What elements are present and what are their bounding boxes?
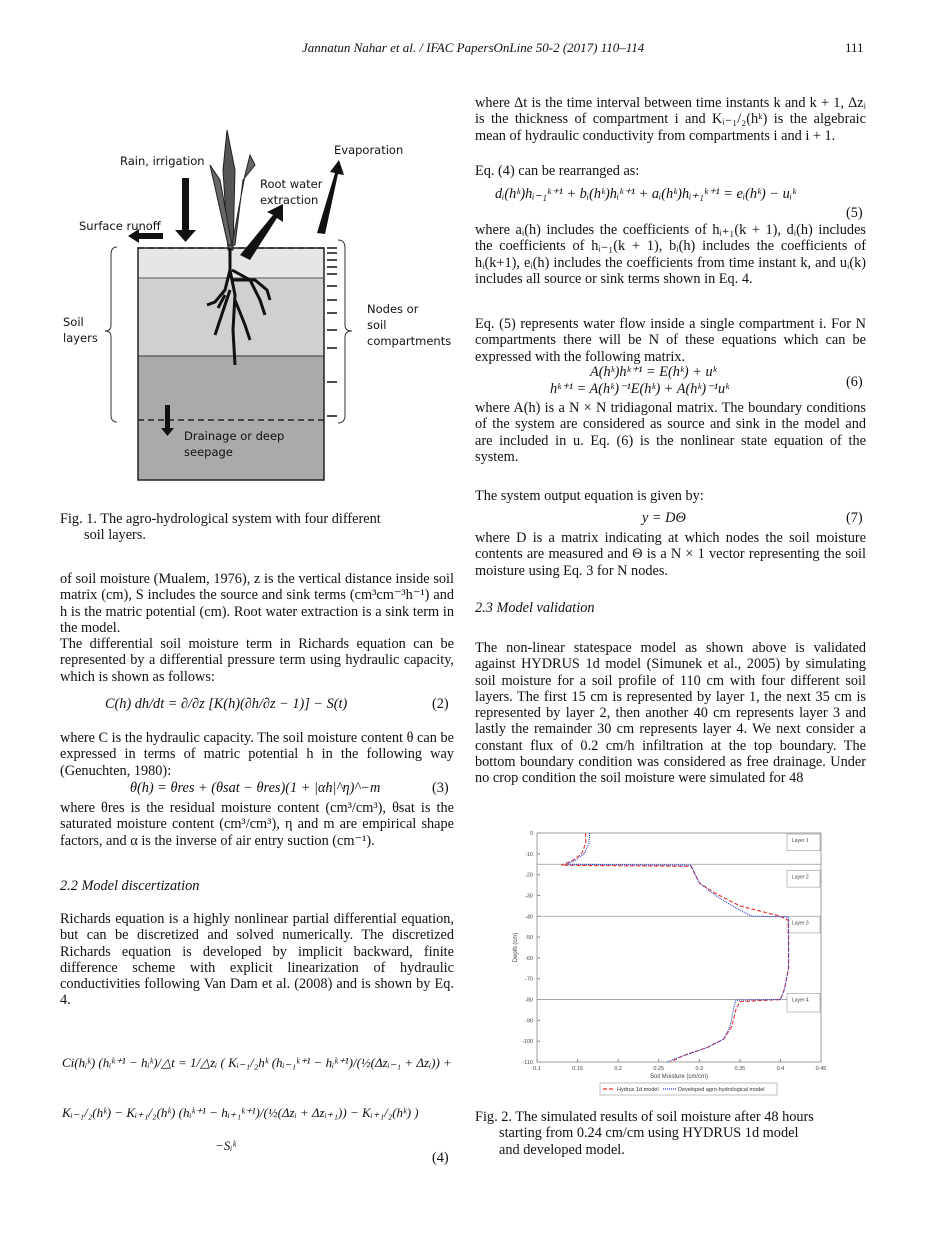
paragraph: where θres is the residual moisture content (cm³/cm³), θsat is the saturated moisture content (cm³/cm³), η and m are empirical shape factors, and α is the inverse of air entry suction (cm⁻¹). [60,800,454,849]
legend-label: Hydrus 1d model [617,1087,659,1093]
soil-layers-brace [105,247,117,422]
nodes-label-2: soil [367,318,387,332]
figure-1-diagram [55,130,455,500]
caption-line: Fig. 1. The agro-hydrological system with four different [60,511,381,527]
section-heading: 2.3 Model validation [475,600,595,616]
rain-label: Rain, irrigation [120,154,205,168]
paragraph: where aᵢ(h) includes the coefficients of hᵢ₊₁(k + 1), dᵢ(h) includes the coefficients of hᵢ₋₁(k + 1), bᵢ(h) includes the coefficients of hᵢ(k+1), eᵢ(h) includes the coefficients from time instant k, and uᵢ(k) includes all source or sink terms shown in Eq. 4. [475,222,866,287]
plant-icon [210,130,255,250]
evaporation-arrow-icon [317,160,344,234]
y-tick-label: -90 [525,1018,533,1025]
soil-layers-label-2: layers [63,331,98,345]
y-tick-label: -110 [522,1060,533,1066]
y-tick-label: -40 [525,914,533,921]
surface-runoff-label: Surface runoff [79,219,161,233]
root-water-label: Root water [260,177,323,191]
equation-4-line-3: −Sᵢᵏ [215,1138,236,1153]
soil-layers-label: Soil [63,315,84,329]
paragraph: of soil moisture (Mualem, 1976), z is the vertical distance inside soil matrix (cm), S includes the source and sink terms (cm³cm⁻³h⁻¹) and h is the matric potential (cm). Root water extraction is a sink term in the model. [60,571,454,636]
caption-line: soil layers. [84,527,146,544]
equation-number: (2) [432,696,449,712]
equation-2: C(h) dh/dt = ∂/∂z [K(h)(∂h/∂z − 1)] − S(t) [105,696,348,712]
equation-number: (7) [846,510,863,526]
equation-number: (5) [846,205,863,221]
equation-number: (3) [432,780,449,796]
paragraph: The non-linear statespace model as shown above is validated against HYDRUS 1d model (Simunek et al., 2005) by simulating soil moisture for a soil profile of 110 cm with four different soil layers. The first 15 cm is represented by layer 1, the next 35 cm is represented by layer 2, then another 40 cm represents layer 3 and lastly the remainder 30 cm represents layer 4. We next consider a constant flux of 0.2 cm/h infiltration at the top boundary. The bottom boundary condition was considered as free drainage. Under no crop condition the soil moisture were simulated for 48 [475,640,866,787]
y-tick-label: -20 [525,872,533,879]
equation-6-line-2: hᵏ⁺¹ = A(hᵏ)⁻¹E(hᵏ) + A(hᵏ)⁻¹uᵏ [550,381,730,397]
caption-line: and developed model. [499,1141,625,1158]
paragraph: Eq. (4) can be rearranged as: [475,163,640,179]
y-tick-label: -70 [525,976,533,983]
paragraph: where A(h) is a N × N tridiagonal matrix. The boundary conditions of the system are considered as source and sink in the model and are included in u. Eq. (6) is the nonlinear state equation of the system. [475,400,866,465]
x-tick-label: 0.2 [614,1066,622,1072]
paragraph: where C is the hydraulic capacity. The soil moisture content θ can be expressed in terms of matric potential h in the following way (Genuchten, 1980): [60,730,454,779]
layer-label: Layer 1 [792,838,809,845]
caption-line: starting from 0.24 cm/cm using HYDRUS 1d model [499,1125,799,1142]
paragraph: Richards equation is a highly nonlinear partial differential equation, but can be discretized and solved numerically. The discretized Richards equation is developed by implicit backward, finite difference scheme with explicit linearization of hydraulic conductivities following Van Dam et al. (2008) and is shown by Eq. 4. [60,911,454,1009]
layer-label: Layer 2 [792,874,809,881]
section-heading: 2.2 Model discertization [60,878,200,894]
paragraph: The differential soil moisture term in Richards equation can be represented by a differential pressure term using hydraulic capacity, which is shown as follows: [60,636,454,685]
paragraph: The system output equation is given by: [475,488,704,504]
y-tick-label: 0 [529,831,533,837]
root-water-label-2: extraction [260,193,319,207]
caption-line: Fig. 2. The simulated results of soil moisture after 48 hours [475,1109,814,1125]
equation-number: (6) [846,374,863,390]
evaporation-label: Evaporation [334,143,404,157]
equation-4-line-1: Ci(hᵢᵏ) (hᵢᵏ⁺¹ − hᵢᵏ)/△t = 1/△zᵢ ( Kᵢ₋₁/₂hᵏ (hᵢ₋₁ᵏ⁺¹ − hᵢᵏ⁺¹)/(½(Δzᵢ₋₁ + Δzᵢ)) + [62,1055,452,1070]
equation-5: dᵢ(hᵏ)hᵢ₋₁ᵏ⁺¹ + bᵢ(hᵏ)hᵢᵏ⁺¹ + aᵢ(hᵏ)hᵢ₊₁ᵏ⁺¹ = eᵢ(hᵏ) − uᵢᵏ [495,186,797,202]
figure-2-caption [475,1109,866,1158]
equation-7: y = DΘ [642,510,686,526]
paragraph: where Δt is the time interval between time instants k and k + 1, Δzᵢ is the thickness of compartment i and Kᵢ₋₁/₂(hᵏ) is the algebraic mean of hydraulic conductivity from compartments i and i + 1. [475,95,866,144]
soil-layer-2 [138,278,324,356]
x-tick-label: 0.3 [695,1066,704,1072]
nodes-label-3: compartments [367,334,452,348]
y-axis-label: Depth (cm) [513,932,519,963]
paragraph: Eq. (5) represents water flow inside a single compartment i. For N compartments there will be N of these equations which can be expressed with the following matrix. [475,316,866,365]
x-tick-label: 0.1 [533,1066,541,1072]
figure-2-chart [490,825,830,1097]
equation-3: θ(h) = θres + (θsat − θres)(1 + |αh|^η)^−m [130,780,381,796]
y-tick-label: -80 [525,997,533,1004]
x-axis-label: Soil Moisture (cm/cm) [649,1074,709,1080]
drainage-label: Drainage or deep [184,429,285,443]
drainage-label-2: seepage [184,445,233,459]
x-tick-label: 0.15 [572,1066,583,1072]
x-tick-label: 0.4 [776,1066,785,1072]
y-tick-label: -60 [525,955,533,962]
node-ticks [327,248,337,416]
x-tick-label: 0.25 [653,1066,665,1072]
nodes-label: Nodes or [367,302,419,316]
equation-number: (4) [432,1150,449,1166]
rain-arrow-icon [175,178,196,242]
equation-4-line-2: Kᵢ₋₁/₂(hᵏ) − Kᵢ₊₁/₂(hᵏ) (hᵢᵏ⁺¹ − hᵢ₊₁ᵏ⁺¹)/(½(Δzᵢ + Δzᵢ₊₁)) − Kᵢ₊₁/₂(hᵏ) ) [62,1105,419,1120]
legend-label: Developed agro-hydrological model [678,1087,765,1093]
y-tick-label: -100 [521,1039,533,1046]
running-header: Jannatun Nahar et al. / IFAC PapersOnLine 50-2 (2017) 110–114 [302,40,645,55]
paragraph: where D is a matrix indicating at which nodes the soil moisture contents are measured and Θ is a N × 1 vector representing the soil moisture using Eq. 3 for N nodes. [475,530,866,579]
figure-1-caption [60,511,454,544]
layer-label: Layer 4 [792,997,809,1004]
y-tick-label: -50 [525,935,533,942]
equation-6-line-1: A(hᵏ)hᵏ⁺¹ = E(hᵏ) + uᵏ [590,364,717,380]
plot-area [537,833,821,1062]
x-tick-label: 0.35 [734,1066,746,1072]
x-tick-label: 0.45 [815,1066,827,1072]
page-number: 111 [845,40,864,55]
y-tick-label: -10 [525,851,533,858]
nodes-brace [338,240,352,423]
y-tick-label: -30 [525,893,533,900]
layer-label: Layer 3 [792,920,809,927]
